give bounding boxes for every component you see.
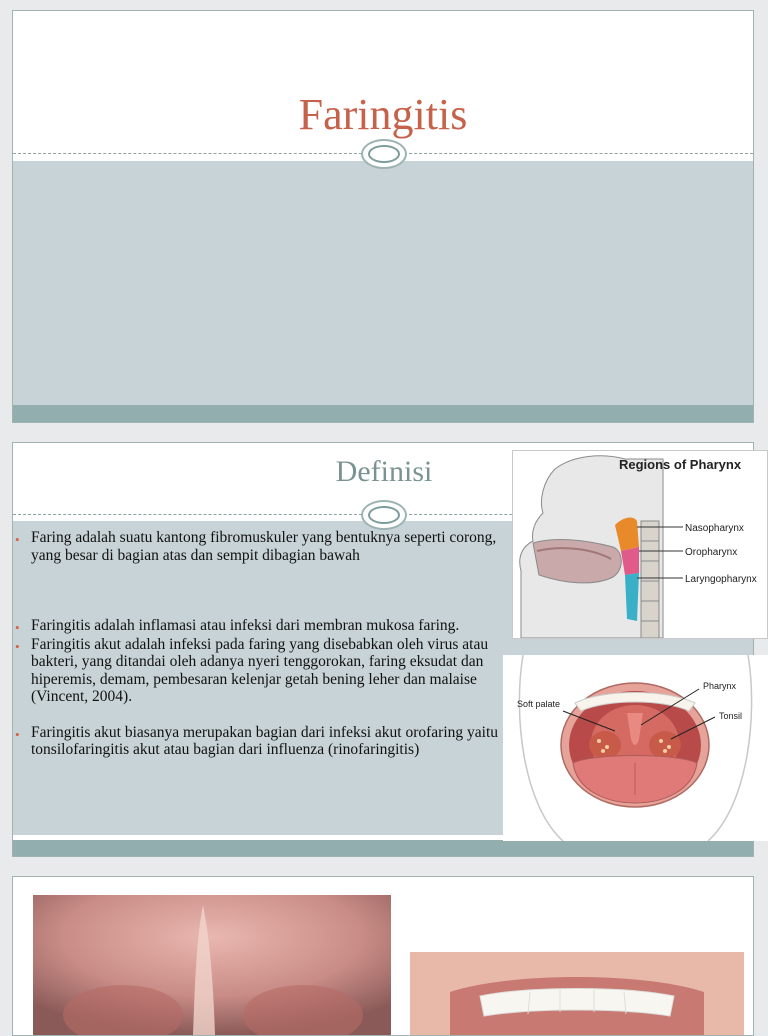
slide-footer-band <box>13 405 753 423</box>
definition-list <box>13 529 513 759</box>
list-item <box>13 636 513 706</box>
bullet-icon: • <box>15 638 20 654</box>
label-soft-palate: Soft palate <box>517 699 561 709</box>
bullet-text: Faringitis akut biasanya merupakan bagian dari infeksi akut orofaring yaitu tonsilofaringitis akut atau bagian dari influenza (rinofaringitis) <box>31 723 499 758</box>
label-nasopharynx: Nasopharynx <box>685 523 744 534</box>
bullet-icon: • <box>15 532 20 547</box>
slide-title-text: Faringitis <box>298 90 468 139</box>
slide-body-band <box>13 161 753 405</box>
figure-title: Regions of Pharynx <box>619 457 742 472</box>
ring-ornament-icon <box>361 500 407 530</box>
label-tonsil: Tonsil <box>719 711 743 721</box>
mouth-photo <box>410 952 744 1036</box>
slide-title <box>12 10 754 423</box>
open-mouth-figure <box>503 655 768 841</box>
bullet-text: Faringitis adalah inflamasi atau infeksi dari membran mukosa faring. <box>31 617 460 634</box>
mouth-illustration <box>503 655 768 841</box>
ring-ornament-icon <box>361 139 407 169</box>
label-oropharynx: Oropharynx <box>685 547 738 558</box>
label-pharynx: Pharynx <box>703 681 737 691</box>
bullet-icon: • <box>15 620 20 635</box>
bullet-text: Faring adalah suatu kantong fibromuskuler yang bentuknya seperti corong, yang besar di bagian atas dan sempit dibagian bawah <box>31 529 497 564</box>
slide-photos <box>12 876 754 1036</box>
throat-photo <box>33 895 391 1035</box>
slide-footer-band <box>13 840 753 857</box>
bullet-text: Faringitis akut adalah infeksi pada faring yang disebabkan oleh virus atau bakteri, yang ditandai oleh adanya nyeri tenggorokan, faring eksudat dan hiperemis, demam, pembesaran kelenjar getah bening leher dan malaise (Vincent, 2004). <box>31 635 489 705</box>
label-laryngopharynx: Laryngopharynx <box>685 574 757 585</box>
slide-definisi-title: Definisi <box>335 455 433 488</box>
list-item <box>13 724 513 759</box>
bullet-icon: • <box>15 726 20 742</box>
list-item <box>13 617 513 635</box>
pharynx-regions-figure <box>512 450 768 639</box>
list-item <box>13 529 513 564</box>
pharynx-illustration <box>513 451 767 638</box>
